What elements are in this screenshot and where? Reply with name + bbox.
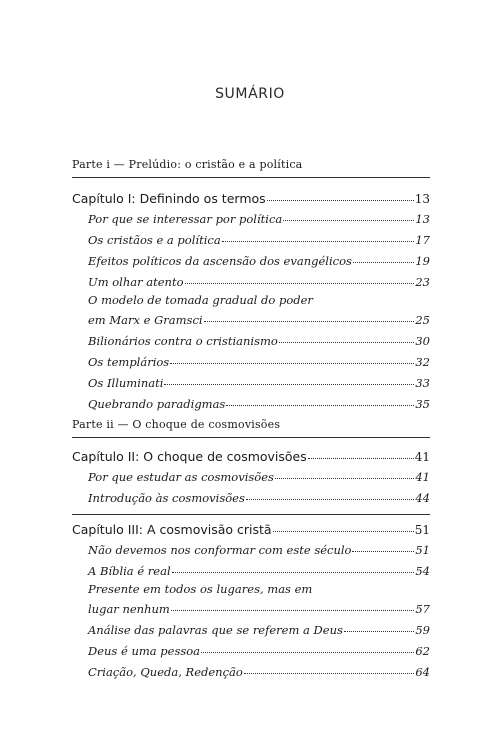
leader-dots <box>353 262 414 263</box>
entry-title: Os templários <box>88 355 170 369</box>
toc-entry[interactable] <box>88 275 430 293</box>
toc-entry[interactable] <box>88 233 430 251</box>
page-number: 13 <box>414 192 430 206</box>
toc-entry[interactable] <box>88 212 430 230</box>
part-heading: Parte ii — O choque de cosmovisões <box>72 418 281 431</box>
toc-entry-first-line[interactable]: Presente em todos os lugares, mas em <box>88 582 313 596</box>
toc-entry[interactable] <box>88 644 430 662</box>
toc-entry[interactable] <box>88 665 430 683</box>
entry-title: Os cristãos e a política <box>88 233 221 247</box>
chapter-title: Definindo os termos <box>139 191 266 206</box>
entry-title: em Marx e Gramsci <box>88 313 203 327</box>
entry-title: Os Illuminati <box>88 376 164 390</box>
entry-title: Análise das palavras que se referem a Deus <box>88 623 343 637</box>
leader-dots <box>279 342 415 343</box>
toc-chapter[interactable] <box>72 522 430 540</box>
toc-entry[interactable] <box>88 543 430 561</box>
leader-dots <box>201 652 414 653</box>
page-number: 51 <box>415 543 430 557</box>
chapter-prefix: Capítulo II: <box>72 449 140 464</box>
page-number: 33 <box>415 376 430 390</box>
toc-entry[interactable] <box>88 376 430 394</box>
entry-title: Criação, Queda, Redenção <box>88 665 243 679</box>
leader-dots <box>171 610 415 611</box>
leader-dots <box>352 551 414 552</box>
toc-chapter[interactable] <box>72 449 430 467</box>
toc-entry[interactable] <box>88 564 430 582</box>
entry-title: Deus é uma pessoa <box>88 644 201 658</box>
page-number: 44 <box>415 491 430 505</box>
entry-title: Por que estudar as cosmovisões <box>88 470 274 484</box>
entry-title: Por que se interessar por política <box>88 212 283 226</box>
entry-title: Introdução às cosmovisões <box>88 491 245 505</box>
page-number: 41 <box>415 470 430 484</box>
leader-dots <box>273 531 414 532</box>
toc-entry[interactable] <box>88 470 430 488</box>
page-number: 57 <box>415 602 430 616</box>
divider <box>72 177 430 178</box>
entry-title: Efeitos políticos da ascensão dos evangélicos <box>88 254 352 268</box>
toc-entry[interactable] <box>88 254 430 272</box>
page-title: SUMÁRIO <box>215 86 285 102</box>
leader-dots <box>185 283 415 284</box>
page-number: 64 <box>415 665 430 679</box>
divider <box>72 514 430 515</box>
chapter-label <box>72 522 272 537</box>
page-number: 35 <box>415 397 430 411</box>
entry-title: Quebrando paradigmas <box>88 397 226 411</box>
entry-title: Bilionários contra o cristianismo <box>88 334 278 348</box>
entry-title: lugar nenhum <box>88 602 170 616</box>
toc-entry[interactable] <box>88 623 430 641</box>
toc-chapter[interactable] <box>72 191 430 209</box>
chapter-title: O choque de cosmovisões <box>143 449 307 464</box>
toc-entry[interactable] <box>88 313 430 331</box>
page-number: 51 <box>414 523 430 537</box>
chapter-prefix: Capítulo III: <box>72 522 143 537</box>
toc-entry[interactable] <box>88 491 430 509</box>
toc-entry[interactable] <box>88 334 430 352</box>
page-number: 62 <box>415 644 430 658</box>
leader-dots <box>267 200 414 201</box>
entry-title: Não devemos nos conformar com este século <box>88 543 352 557</box>
page-number: 17 <box>415 233 430 247</box>
page-number: 25 <box>415 313 430 327</box>
leader-dots <box>244 673 415 674</box>
leader-dots <box>226 405 414 406</box>
page-number: 32 <box>415 355 430 369</box>
leader-dots <box>172 572 415 573</box>
page-number: 59 <box>415 623 430 637</box>
leader-dots <box>246 499 415 500</box>
toc-entry[interactable] <box>88 397 430 415</box>
chapter-label <box>72 191 266 206</box>
page-number: 54 <box>415 564 430 578</box>
chapter-prefix: Capítulo I: <box>72 191 136 206</box>
leader-dots <box>222 241 415 242</box>
chapter-label <box>72 449 307 464</box>
chapter-title: A cosmovisão cristã <box>146 522 272 537</box>
toc-entry-first-line[interactable]: O modelo de tomada gradual do poder <box>88 293 313 307</box>
page-number: 41 <box>414 450 430 464</box>
page-number: 30 <box>415 334 430 348</box>
toc-entry[interactable] <box>88 602 430 620</box>
entry-title: A Bíblia é real <box>88 564 171 578</box>
leader-dots <box>164 384 414 385</box>
leader-dots <box>344 631 414 632</box>
page-number: 19 <box>415 254 430 268</box>
entry-title: Um olhar atento <box>88 275 184 289</box>
leader-dots <box>204 321 415 322</box>
leader-dots <box>283 220 414 221</box>
page-number: 13 <box>415 212 430 226</box>
leader-dots <box>275 478 414 479</box>
page-number: 23 <box>415 275 430 289</box>
toc-entry[interactable] <box>88 355 430 373</box>
divider <box>72 437 430 438</box>
leader-dots <box>308 458 414 459</box>
leader-dots <box>170 363 414 364</box>
part-heading: Parte i — Prelúdio: o cristão e a política <box>72 158 303 171</box>
